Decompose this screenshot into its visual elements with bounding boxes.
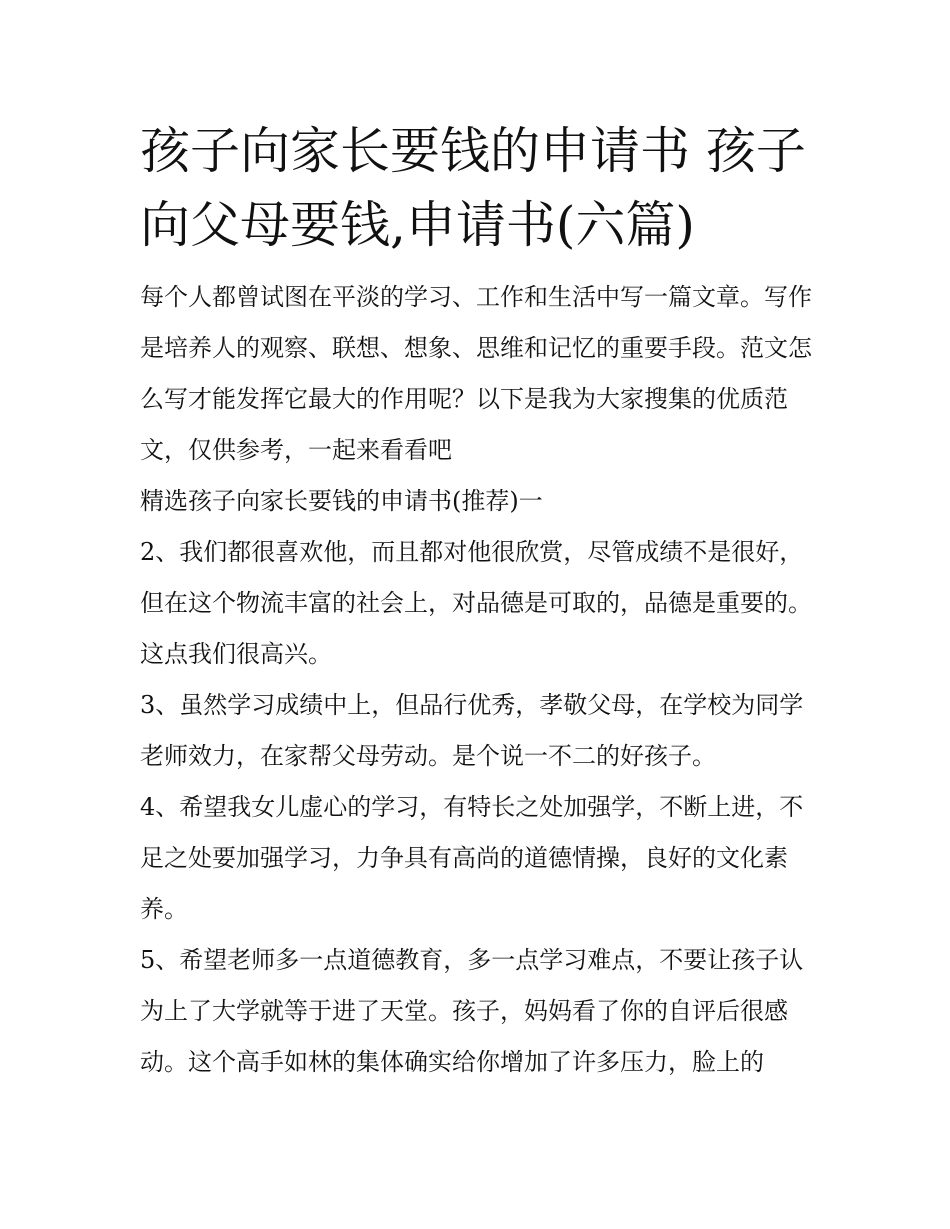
list-item-5: 5、希望老师多一点道德教育，多一点学习难点，不要让孩子认为上了大学就等于进了天堂。孩子，妈妈看了你的自评后很感动。这个高手如林的集体确实给你增加了许多压力，脸上的 (140, 946, 804, 1076)
list-item-4: 4、希望我女儿虚心的学习，有特长之处加强学，不断上进，不足之处要加强学习，力争具有高尚的道德情操，良好的文化素养。 (140, 793, 804, 923)
document-title: 孩子向家长要钱的申请书 孩子向父母要钱,申请书(六篇) (140, 122, 806, 254)
document-body (140, 272, 820, 1088)
section-heading: 精选孩子向家长要钱的申请书(推荐)一 (140, 487, 543, 515)
list-item-2: 2、我们都很喜欢他，而且都对他很欣赏，尽管成绩不是很好，但在这个物流丰富的社会上，对品德是可取的，品德是重要的。这点我们很高兴。 (140, 538, 812, 668)
list-item-3: 3、虽然学习成绩中上，但品行优秀，孝敬父母，在学校为同学老师效力，在家帮父母劳动。是个说一不二的好孩子。 (140, 691, 804, 770)
intro-paragraph: 每个人都曾试图在平淡的学习、工作和生活中写一篇文章。写作是培养人的观察、联想、想象、思维和记忆的重要手段。范文怎么写才能发挥它最大的作用呢？以下是我为大家搜集的优质范文，仅供参考，一起来看看吧 (140, 283, 812, 464)
